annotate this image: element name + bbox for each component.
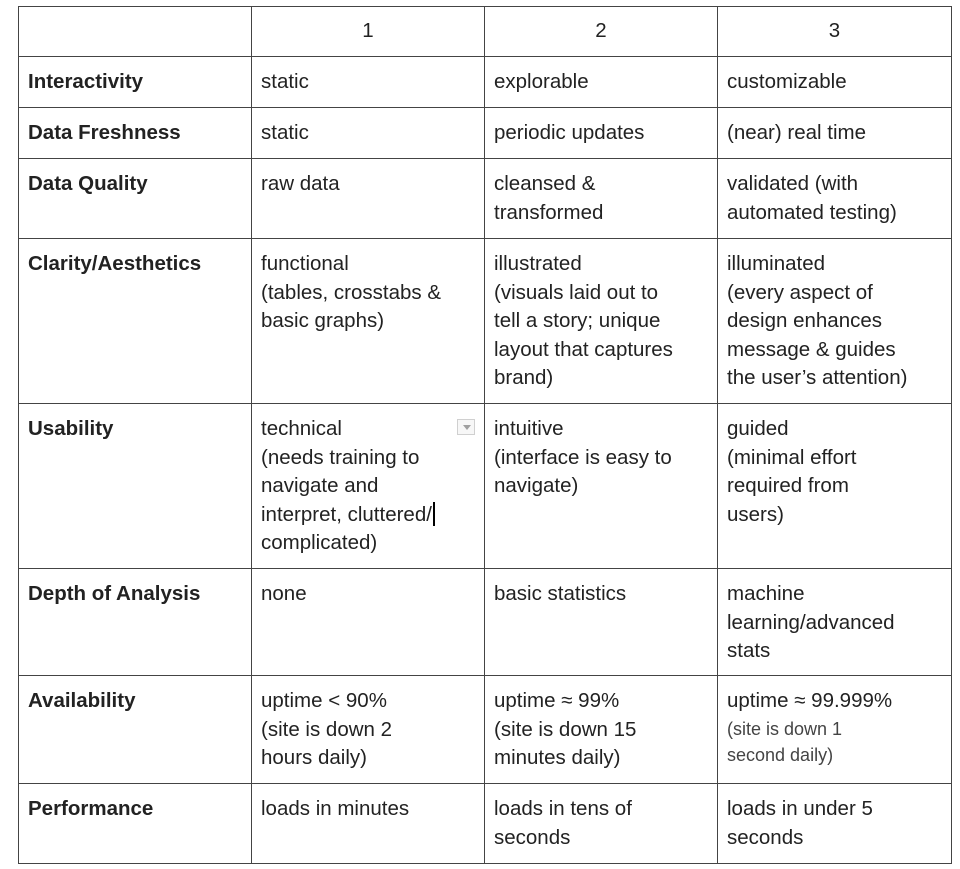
- cell-text-line: loads in minutes: [261, 797, 410, 820]
- table-cell[interactable]: [485, 108, 718, 159]
- header-row: [19, 7, 952, 57]
- cell-text-line: transformed: [494, 200, 604, 224]
- row-label: Availability: [28, 689, 136, 712]
- cell-text-line: uptime ≈ 99%: [494, 689, 620, 712]
- table-cell[interactable]: [718, 404, 952, 569]
- cell-text-line: illustrated: [494, 252, 582, 275]
- cell-text-line: customizable: [727, 70, 847, 93]
- table-row: [19, 404, 952, 569]
- table-cell[interactable]: [252, 239, 485, 404]
- row-label: Clarity/Aesthetics: [28, 252, 202, 275]
- cell-text-line: illuminated: [727, 252, 825, 275]
- cell-text-line: seconds: [727, 825, 804, 849]
- cell-text-line: uptime < 90%: [261, 689, 387, 712]
- table-cell[interactable]: [718, 676, 952, 784]
- cell-text-line: loads in tens of: [494, 797, 632, 820]
- cell-text-line: machine: [727, 582, 805, 605]
- cell-text-line: the user’s attention): [727, 366, 908, 389]
- cell-text-line: (interface is easy to: [494, 445, 672, 469]
- cell-text-line: basic graphs): [261, 309, 385, 332]
- table-row: [19, 676, 952, 784]
- cell-text-line: learning/advanced: [727, 610, 895, 634]
- cell-text-line: explorable: [494, 70, 589, 93]
- table-cell[interactable]: [252, 784, 485, 864]
- table-cell[interactable]: [485, 159, 718, 239]
- table-cell[interactable]: [485, 404, 718, 569]
- text-cursor: [433, 502, 435, 526]
- cell-text-line: automated testing): [727, 200, 897, 224]
- cell-text-line: design enhances: [727, 309, 883, 332]
- table-row: [19, 57, 952, 108]
- cell-text-line: validated (with: [727, 172, 859, 195]
- header-cell-level-3[interactable]: 3: [718, 7, 952, 57]
- cell-text-line: technical: [261, 417, 342, 440]
- maturity-table: [18, 6, 952, 864]
- cell-text-line: uptime ≈ 99.999%: [727, 689, 893, 712]
- cell-text-line: cleansed &: [494, 172, 596, 195]
- header-cell-level-1[interactable]: 1: [252, 7, 485, 57]
- row-label: Usability: [28, 417, 114, 440]
- cell-text-line: (site is down 2: [261, 717, 393, 741]
- row-header-cell[interactable]: [19, 239, 252, 404]
- cell-text-line: static: [261, 70, 309, 93]
- cell-text-line: users): [727, 502, 784, 526]
- cell-text-line: navigate and: [261, 474, 379, 497]
- row-header-cell[interactable]: [19, 108, 252, 159]
- row-header-cell[interactable]: [19, 569, 252, 676]
- table-cell[interactable]: [485, 676, 718, 784]
- cell-text-line: required from: [727, 474, 849, 497]
- cell-text-line: message & guides: [727, 337, 896, 361]
- cell-text-line: layout that captures: [494, 337, 673, 361]
- table-row: [19, 569, 952, 676]
- header-cell-level-2[interactable]: 2: [485, 7, 718, 57]
- table-cell[interactable]: [718, 569, 952, 676]
- row-label: Interactivity: [28, 70, 144, 93]
- table-cell[interactable]: [485, 784, 718, 864]
- table-row: [19, 108, 952, 159]
- table-row: [19, 239, 952, 404]
- table-cell[interactable]: [252, 676, 485, 784]
- row-header-cell[interactable]: [19, 159, 252, 239]
- table-cell[interactable]: [252, 57, 485, 108]
- cell-text-line: seconds: [494, 825, 571, 849]
- cell-text-line: static: [261, 121, 309, 144]
- table-cell[interactable]: [485, 239, 718, 404]
- cell-text-line: periodic updates: [494, 121, 645, 144]
- cell-text-line: intuitive: [494, 417, 564, 440]
- table-cell[interactable]: [718, 159, 952, 239]
- table-cell[interactable]: [718, 239, 952, 404]
- row-label: Depth of Analysis: [28, 582, 201, 605]
- cell-text-line: (tables, crosstabs &: [261, 280, 442, 304]
- table-cell[interactable]: [718, 784, 952, 864]
- table-cell[interactable]: [718, 57, 952, 108]
- row-header-cell[interactable]: [19, 676, 252, 784]
- table-row: [19, 159, 952, 239]
- cell-text-line: minutes daily): [494, 746, 621, 769]
- cell-text-line: guided: [727, 417, 789, 440]
- table-cell[interactable]: [252, 569, 485, 676]
- cell-text-line: complicated): [261, 531, 378, 554]
- cell-text-line: (every aspect of: [727, 280, 873, 304]
- cell-text-line: functional: [261, 252, 349, 275]
- cell-text-line: (minimal effort: [727, 445, 857, 469]
- cell-text-line: (visuals laid out to: [494, 280, 659, 304]
- row-label: Data Quality: [28, 172, 148, 195]
- table-cell-active[interactable]: [252, 404, 485, 569]
- cell-text-line: (near) real time: [727, 121, 866, 144]
- cell-text-line: tell a story; unique: [494, 309, 661, 332]
- row-label: Performance: [28, 797, 154, 820]
- cell-text-line: raw data: [261, 172, 340, 195]
- cell-text-line: second daily): [727, 744, 834, 765]
- row-header-cell[interactable]: [19, 57, 252, 108]
- cell-text-line: brand): [494, 366, 554, 389]
- cell-text-line: stats: [727, 639, 771, 662]
- cell-text-line: hours daily): [261, 746, 367, 769]
- table-cell[interactable]: [485, 569, 718, 676]
- cell-text-line: navigate): [494, 474, 579, 497]
- cell-text-line: (site is down 15: [494, 717, 637, 741]
- table-cell[interactable]: [252, 108, 485, 159]
- cell-text-line: basic statistics: [494, 582, 627, 605]
- row-header-cell[interactable]: [19, 404, 252, 569]
- cell-text-line: (needs training to: [261, 445, 420, 469]
- dropdown-caret-icon[interactable]: [457, 419, 475, 435]
- table-cell[interactable]: [252, 159, 485, 239]
- table-row: [19, 784, 952, 864]
- table-cell[interactable]: [718, 108, 952, 159]
- cell-text-line: none: [261, 582, 307, 605]
- cell-text-line: loads in under 5: [727, 797, 873, 820]
- header-cell-empty[interactable]: [19, 7, 252, 57]
- cell-text-line: interpret, cluttered/: [261, 501, 477, 530]
- row-label: Data Freshness: [28, 121, 181, 144]
- cell-text-line: (site is down 1: [727, 718, 843, 739]
- table-cell[interactable]: [485, 57, 718, 108]
- row-header-cell[interactable]: [19, 784, 252, 864]
